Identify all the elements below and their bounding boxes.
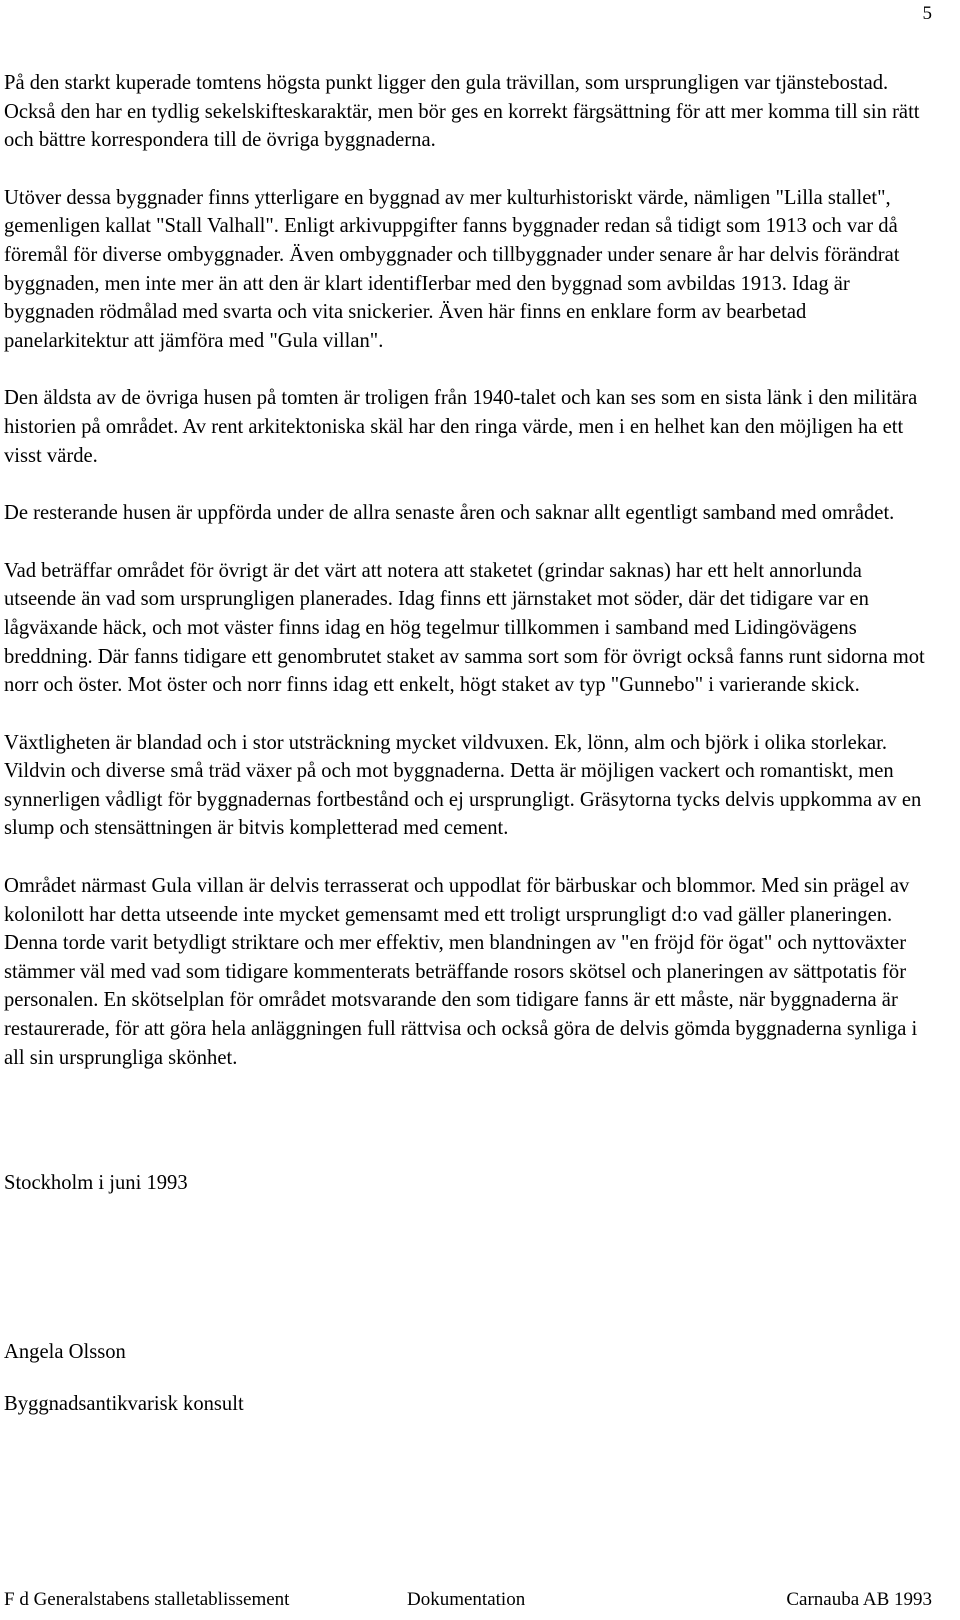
paragraph-lilla-stallet: Utöver dessa byggnader finns ytterligare en byggnad av mer kulturhistoriskt värde, nämligen "Lilla stallet", gemenligen kallat "Stall Valhall". Enligt arkivuppgifter fanns byggnader redan så tidigt som 1913 och var då föremål för diverse ombyggnader. Även ombyggnader och tillbyggnader under senare år har delvis förändrat byggnaden, men inte mer än att den är klart identifIerbar med den byggnad som avbildas 1913. Idag är byggnaden rödmålad med svarta och vita snickerier. Även här finns en enklare form av bearbetad panelarkitektur att jämföra med "Gula villan".: [4, 186, 900, 352]
footer-author-year: Carnauba AB 1993: [786, 1589, 932, 1610]
paragraph-fence: Vad beträffar området för övrigt är det värt att notera att staketet (grindar saknas) har ett helt annorlunda utseende än vad som ursprungligen planerades. Idag finns ett järnstaket mot söder, där det tidigare var en lågväxande häck, och mot väster finns idag en hög tegelmur tillkommen i samband med Lidingövägens breddning. Där fanns tidigare ett genombrutet staket av samma sort som för övrigt också fanns runt sidorna mot norr och öster. Mot öster och norr finns idag ett enkelt, högt staket av typ "Gunnebo" i varierande skick.: [4, 559, 925, 697]
paragraph-remaining-houses: De resterande husen är uppförda under de allra senaste åren och saknar allt egentligt samband med området.: [4, 502, 895, 525]
paragraph-gula-villan: På den starkt kuperade tomtens högsta punkt ligger den gula trävillan, som ursprungligen var tjänstebostad. Också den har en tydlig sekelskifteskaraktär, men bör ges en korrekt färgsättning för att mer komma till sin rätt och bättre korrespondera till de övriga byggnaderna.: [4, 72, 920, 152]
paragraph-vegetation: Växtligheten är blandad och i stor utsträckning mycket vildvuxen. Ek, lönn, alm och björk i olika storlekar. Vildvin och diverse små träd växer på och mot byggnaderna. Detta är möjligen vackert och romantiskt, men synnerligen vådligt för byggnadernas fortbestånd och ej ursprungligt. Gräsytorna tycks delvis uppkomma av en slump och stensättningen är bitvis kompletterad med cement.: [4, 731, 922, 840]
footer-document-type: Dokumentation: [407, 1589, 526, 1610]
paragraph-garden-area: Området närmast Gula villan är delvis terrasserat och uppodlat för bärbuskar och blommor. Med sin prägel av kolonilott har detta utseende inte mycket gemensamt med ett troligt ursprungligt d:o vad gäller planeringen. Denna torde varit betydligt striktare och mer effektiv, men blandningen av "en fröjd för ögat" och nyttoväxter stämmer väl med vad som tidigare kommenterats beträffande rosors skötsel och planeringen av sättpotatis för personalen. En skötselplan för området motsvarande den som tidigare fanns är ett måste, när byggnaderna är restaurerade, för att göra hela anläggningen full rättvisa och också göra de delvis gömda byggnaderna synliga i all sin ursprungliga skönhet.: [4, 875, 918, 1069]
signature-place-date: Stockholm i juni 1993: [4, 1172, 188, 1194]
page-footer: [4, 1586, 932, 1614]
footer-document-subject: F d Generalstabens stalletablissement: [4, 1589, 290, 1610]
signature-title: Byggnadsantikvarisk konsult: [4, 1393, 244, 1415]
document-body: [4, 69, 926, 1101]
page-number: 5: [922, 3, 932, 24]
paragraph-oldest-house: Den äldsta av de övriga husen på tomten är troligen från 1940-talet och kan ses som en sista länk i den militära historien på området. Av rent arkitektoniska skäl har den ringa värde, men i en helhet kan den möjligen ha ett visst värde.: [4, 387, 918, 467]
signature-name: Angela Olsson: [4, 1341, 126, 1363]
